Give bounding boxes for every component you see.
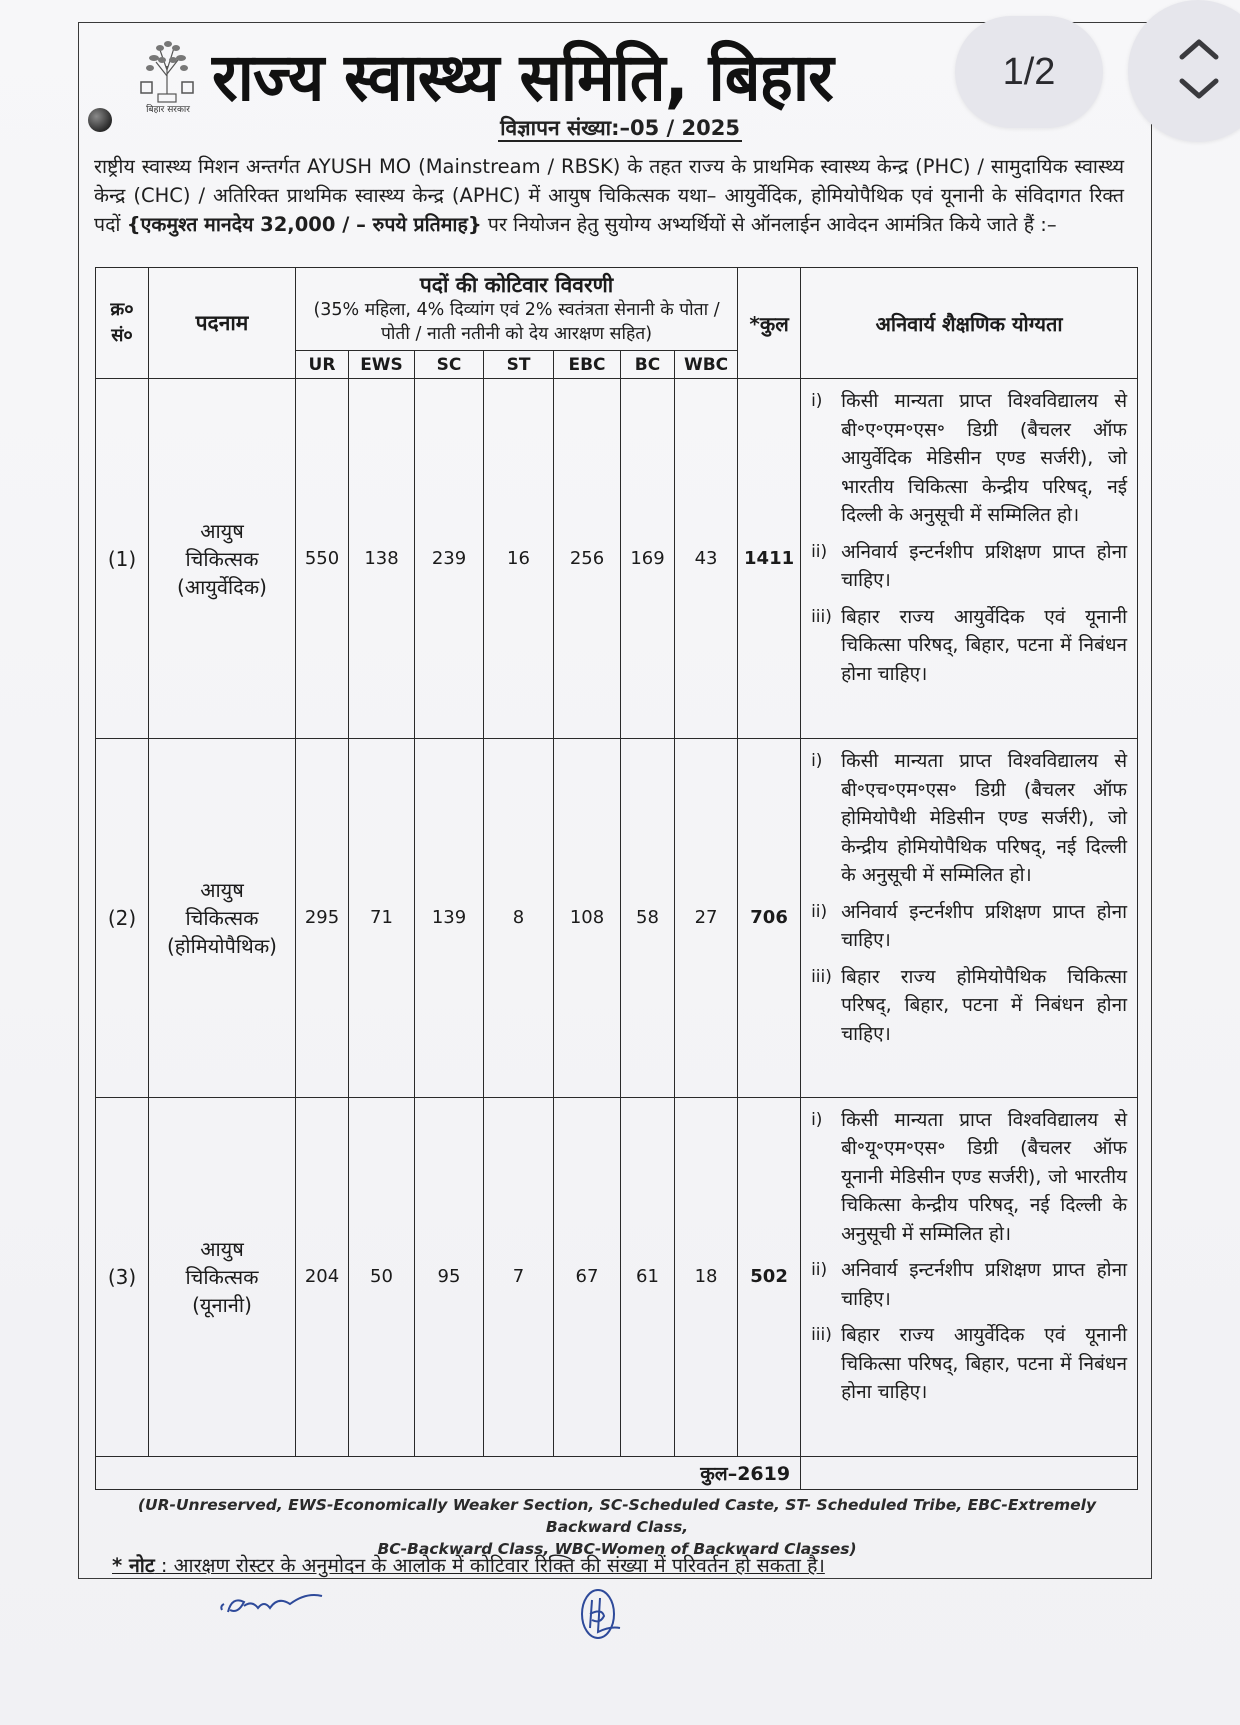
header-total: *कुल bbox=[738, 268, 801, 379]
cell-st: 16 bbox=[484, 379, 554, 739]
qualification-number: i) bbox=[811, 1109, 823, 1130]
cell-st: 8 bbox=[484, 739, 554, 1097]
cell-ur: 295 bbox=[296, 739, 349, 1097]
cell-ews: 71 bbox=[349, 739, 415, 1097]
header-category-wbc: WBC bbox=[675, 351, 738, 379]
qualification-text: बिहार राज्य आयुर्वेदिक एवं यूनानी चिकित्सा परिषद्, बिहार, पटना में निबंधन होना चाहिए। bbox=[841, 605, 1128, 685]
qualification-item bbox=[811, 387, 1127, 530]
abbreviation-line: (UR-Unreserved, EWS-Economically Weaker Section, SC-Scheduled Caste, ST- Scheduled Tribe, EBC-Extremely Backward Class, bbox=[137, 1496, 1097, 1536]
post-line: चिकित्सक bbox=[185, 1264, 259, 1289]
footnote bbox=[112, 1551, 825, 1578]
intro-text-end: पर नियोजन हेतु सुयोग्य अभ्यर्थियों से ऑनलाईन आवेदन आमंत्रित किये जाते हैं :– bbox=[481, 213, 1057, 236]
post-line: आयुष bbox=[200, 518, 244, 543]
header-qualification: अनिवार्य शैक्षणिक योग्यता bbox=[801, 268, 1138, 379]
cell-sc: 95 bbox=[415, 1097, 484, 1456]
qualification-item bbox=[811, 898, 1127, 955]
cell-bc: 169 bbox=[621, 379, 675, 739]
intro-paragraph bbox=[94, 152, 1124, 239]
qualification-item bbox=[811, 603, 1127, 689]
chevron-down-icon[interactable] bbox=[1178, 78, 1220, 100]
cell-ews: 138 bbox=[349, 379, 415, 739]
header-category-sc: SC bbox=[415, 351, 484, 379]
cell-ebc: 108 bbox=[554, 739, 621, 1097]
signature-left-icon bbox=[218, 1586, 328, 1620]
qualification-item bbox=[811, 1256, 1127, 1313]
post-line: चिकित्सक bbox=[185, 905, 259, 930]
intro-text: राष्ट्रीय स्वास्थ्य मिशन अन्तर्गत AYUSH MO (Mainstream / RBSK) के तहत राज्य के प्राथमिक स्वास्थ्य केन्द्र (PHC) / सामुदायिक स्वास्थ्य केन्द्र (CHC) / अतिरिक्त प्राथमिक स्वास्थ्य केन्द्र (APHC) में आयुष चिकित्सक यथा– आयुर्वेदिक, होमियोपैथिक एवं यूनानी के संविदागत रिक्त पदों bbox=[94, 155, 1124, 236]
post-line: (आयुर्वेदिक) bbox=[177, 574, 267, 599]
qualification-cell bbox=[801, 1097, 1138, 1456]
qualification-text: अनिवार्य इन्टर्नशीप प्रशिक्षण प्राप्त होना चाहिए। bbox=[841, 900, 1128, 952]
qualification-item bbox=[811, 1321, 1127, 1407]
cell-sc: 239 bbox=[415, 379, 484, 739]
qualification-item bbox=[811, 747, 1127, 890]
qualification-cell bbox=[801, 739, 1138, 1097]
table-row bbox=[96, 379, 1138, 739]
grand-total-empty-cell bbox=[801, 1456, 1138, 1489]
cell-wbc: 27 bbox=[675, 739, 738, 1097]
footnote-text: : आरक्षण रोस्टर के अनुमोदन के आलोक में कोटिवार रिक्ति की संख्या में परिवर्तन हो सकता है। bbox=[154, 1554, 825, 1577]
header-group-subtitle: (35% महिला, 4% दिव्यांग एवं 2% स्वतंत्रता सेनानी के पोता / पोती / नाती नतीनी को देय आरक्षण सहित) bbox=[313, 300, 720, 344]
qualification-text: अनिवार्य इन्टर्नशीप प्रशिक्षण प्राप्त होना चाहिए। bbox=[841, 1259, 1128, 1310]
qualification-number: iii) bbox=[811, 966, 832, 987]
cell-wbc: 18 bbox=[675, 1097, 738, 1456]
qualification-text: किसी मान्यता प्राप्त विश्वविद्यालय से बी॰यू॰एम॰एस॰ डिग्री (बैचलर ऑफ यूनानी मेडिसीन एण्ड सर्जरी), जो भारतीय चिकित्सा केन्द्रीय परिषद्, नई दिल्ली के अनुसूची में सम्मिलित हो। bbox=[841, 1108, 1128, 1245]
post-line: चिकित्सक bbox=[185, 546, 259, 571]
honorarium-text: {एकमुश्त मानदेय 32,000 / – रुपये प्रतिमाह} bbox=[126, 213, 482, 236]
qualification-item bbox=[811, 1106, 1127, 1249]
post-line: (यूनानी) bbox=[192, 1292, 252, 1317]
qualification-number: iii) bbox=[811, 606, 832, 627]
header-serial: क्र० सं० bbox=[96, 268, 149, 379]
header-category-ur: UR bbox=[296, 351, 349, 379]
emblem-caption: बिहार सरकार bbox=[146, 105, 190, 115]
qualification-number: ii) bbox=[811, 901, 828, 922]
page-indicator: 1/2 bbox=[955, 16, 1103, 128]
header-category-bc: BC bbox=[621, 351, 675, 379]
qualification-text: किसी मान्यता प्राप्त विश्वविद्यालय से बी॰ए॰एम॰एस॰ डिग्री (बैचलर ऑफ आयुर्वेदिक मेडिसीन एण्ड सर्जरी), जो भारतीय चिकित्सा केन्द्रीय परिषद्, नई दिल्ली के अनुसूची में सम्मिलित हो। bbox=[841, 390, 1128, 526]
footnote-label: * नोट bbox=[112, 1554, 155, 1577]
qualification-cell bbox=[801, 379, 1138, 739]
cell-total: 502 bbox=[738, 1097, 801, 1456]
row-post-name bbox=[149, 379, 296, 739]
cell-total: 706 bbox=[738, 739, 801, 1097]
table-row bbox=[96, 1097, 1138, 1456]
cell-ur: 550 bbox=[296, 379, 349, 739]
row-serial: (2) bbox=[96, 739, 149, 1097]
cell-ur: 204 bbox=[296, 1097, 349, 1456]
header-group-title: पदों की कोटिवार विवरणी bbox=[419, 273, 614, 297]
row-post-name bbox=[149, 1097, 296, 1456]
cell-bc: 58 bbox=[621, 739, 675, 1097]
qualification-text: बिहार राज्य होमियोपैथिक चिकित्सा परिषद्, बिहार, पटना में निबंधन होना चाहिए। bbox=[841, 965, 1128, 1045]
cell-wbc: 43 bbox=[675, 379, 738, 739]
row-post-name bbox=[149, 739, 296, 1097]
cell-ebc: 256 bbox=[554, 379, 621, 739]
abbreviation-line: BC-Backward Class, WBC-Women of Backward Classes) bbox=[377, 1540, 857, 1558]
chevron-up-icon[interactable] bbox=[1178, 38, 1220, 60]
qualification-text: किसी मान्यता प्राप्त विश्वविद्यालय से बी॰एच॰एम॰एस॰ डिग्री (बैचलर ऑफ होमियोपैथी मेडिसीन एण्ड सर्जरी), जो केन्द्रीय होमियोपैथिक परिषद्, नई दिल्ली के अनुसूची में सम्मिलित हो। bbox=[841, 750, 1128, 887]
row-serial: (3) bbox=[96, 1097, 149, 1456]
organization-title: राज्य स्वास्थ्य समिति, बिहार bbox=[212, 39, 833, 116]
header-category-ebc: EBC bbox=[554, 351, 621, 379]
qualification-number: ii) bbox=[811, 541, 828, 562]
qualification-number: iii) bbox=[811, 1325, 832, 1346]
row-serial: (1) bbox=[96, 379, 149, 739]
post-line: (होमियोपैथिक) bbox=[166, 933, 277, 958]
qualification-item bbox=[811, 963, 1127, 1049]
qualification-number: ii) bbox=[811, 1260, 828, 1281]
signature-initials-icon bbox=[576, 1586, 626, 1642]
cell-ebc: 67 bbox=[554, 1097, 621, 1456]
cell-st: 7 bbox=[484, 1097, 554, 1456]
grand-total: कुल–2619 bbox=[96, 1456, 801, 1489]
header-category-st: ST bbox=[484, 351, 554, 379]
qualification-text: बिहार राज्य आयुर्वेदिक एवं यूनानी चिकित्सा परिषद्, बिहार, पटना में निबंधन होना चाहिए। bbox=[841, 1324, 1128, 1404]
post-line: आयुष bbox=[200, 877, 244, 902]
cell-ews: 50 bbox=[349, 1097, 415, 1456]
header-category-group bbox=[296, 268, 738, 351]
advertisement-number-text: विज्ञापन संख्या:–05 / 2025 bbox=[500, 116, 740, 140]
grand-total-row bbox=[96, 1456, 1138, 1489]
qualification-number: i) bbox=[811, 751, 823, 772]
vacancy-table bbox=[95, 267, 1138, 1490]
qualification-text: अनिवार्य इन्टर्नशीप प्रशिक्षण प्राप्त होना चाहिए। bbox=[841, 540, 1128, 591]
qualification-number: i) bbox=[811, 391, 823, 411]
post-line: आयुष bbox=[200, 1236, 244, 1261]
qualification-item bbox=[811, 538, 1127, 595]
header-category-ews: EWS bbox=[349, 351, 415, 379]
cell-total: 1411 bbox=[738, 379, 801, 739]
cell-bc: 61 bbox=[621, 1097, 675, 1456]
header-post: पदनाम bbox=[149, 268, 296, 379]
cell-sc: 139 bbox=[415, 739, 484, 1097]
table-row bbox=[96, 739, 1138, 1097]
